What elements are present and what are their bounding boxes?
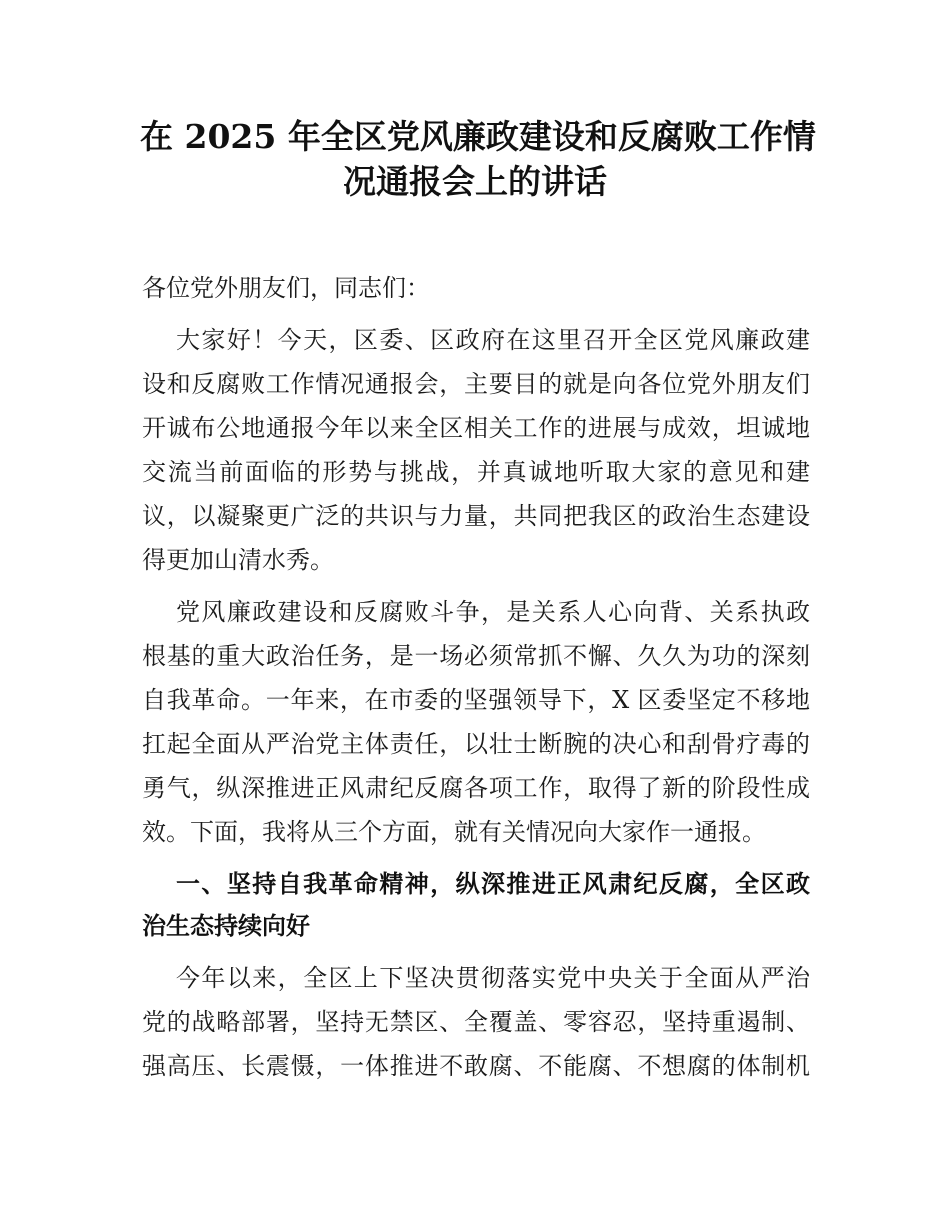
salutation: 各位党外朋友们，同志们：	[142, 274, 430, 302]
paragraph-1-line: 交流当前面临的形势与挑战，并真诚地听取大家的意见和建	[142, 458, 810, 486]
paragraph-1-line: 设和反腐败工作情况通报会，主要目的就是向各位党外朋友们	[142, 370, 810, 398]
paragraph-2-line: 勇气，纵深推进正风肃纪反腐各项工作，取得了新的阶段性成	[142, 774, 810, 802]
paragraph-3-line: 今年以来，全区上下坚决贯彻落实党中央关于全面从严治	[176, 964, 810, 992]
paragraph-1-line: 大家好！今天，区委、区政府在这里召开全区党风廉政建	[176, 326, 810, 354]
paragraph-1-line: 开诚布公地通报今年以来全区相关工作的进展与成效，坦诚地	[142, 414, 810, 442]
paragraph-2-line: 效。下面，我将从三个方面，就有关情况向大家作一通报。	[142, 818, 766, 846]
paragraph-1-line: 议，以凝聚更广泛的共识与力量，共同把我区的政治生态建设	[142, 502, 810, 530]
paragraph-3-line: 党的战略部署，坚持无禁区、全覆盖、零容忍，坚持重遏制、	[142, 1008, 810, 1036]
section-heading-line: 一、坚持自我革命精神，纵深推进正风肃纪反腐，全区政	[176, 870, 810, 898]
paragraph-2-line: 扛起全面从严治党主体责任，以壮士断腕的决心和刮骨疗毒的	[142, 730, 810, 758]
paragraph-1-line: 得更加山清水秀。	[142, 546, 334, 574]
paragraph-2-line: 自我革命。一年来，在市委的坚强领导下，X 区委坚定不移地	[142, 686, 810, 714]
document-title-line-1: 在 2025 年全区党风廉政建设和反腐败工作情	[140, 117, 816, 156]
section-heading-line: 治生态持续向好	[142, 912, 310, 940]
paragraph-2-line: 党风廉政建设和反腐败斗争，是关系人心向背、关系执政	[176, 598, 810, 626]
paragraph-2-line: 根基的重大政治任务，是一场必须常抓不懈、久久为功的深刻	[142, 642, 810, 670]
document-title-line-2: 况通报会上的讲话	[343, 162, 607, 201]
paragraph-3-line: 强高压、长震慑，一体推进不敢腐、不能腐、不想腐的体制机	[142, 1052, 810, 1080]
